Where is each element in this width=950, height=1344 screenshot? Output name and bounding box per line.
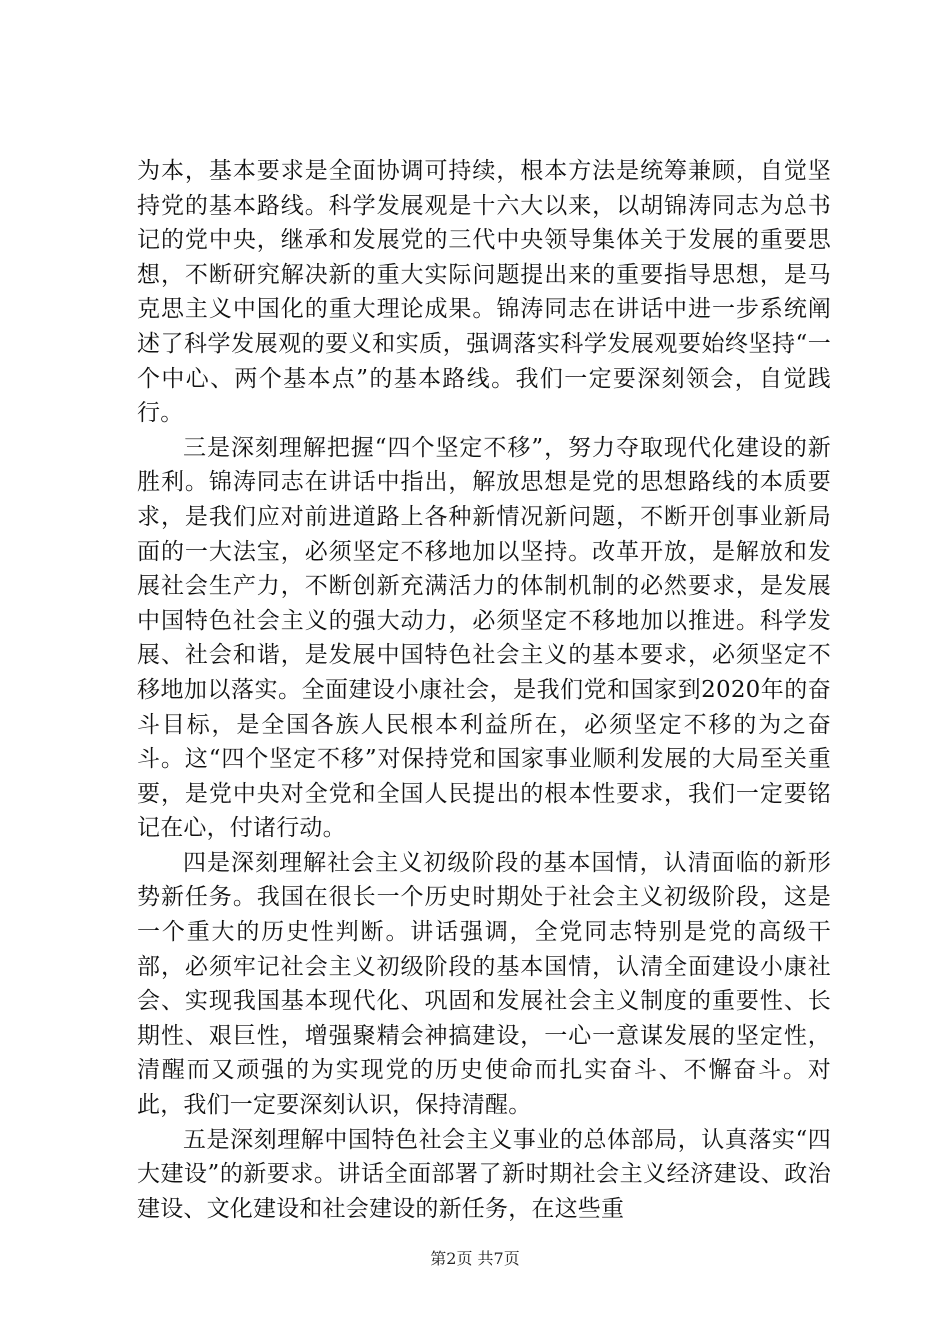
page-number-footer: 第2页 共7页 <box>430 1249 520 1268</box>
document-body <box>137 154 831 1226</box>
paragraph-three: 三是深刻理解把握“四个坚定不移”，努力夺取现代化建设的新胜利。锦涛同志在讲话中指出，解放思想是党的思想路线的本质要求，是我们应对前进道路上各种新情况新问题，不断开创事业新局面的一大法宝，必须坚定不移地加以坚持。改革开放，是解放和发展社会生产力，不断创新充满活力的体制机制的必然要求，是发展中国特色社会主义的强大动力，必须坚定不移地加以推进。科学发展、社会和谐，是发展中国特色社会主义的基本要求，必须坚定不移地加以落实。全面建设小康社会，是我们党和国家到2020年的奋斗目标，是全国各族人民根本利益所在，必须坚定不移的为之奋斗。这“四个坚定不移”对保持党和国家事业顺利发展的大局至关重要，是党中央对全党和全国人民提出的根本性要求，我们一定要铭记在心，付诸行动。 <box>137 434 831 842</box>
paragraph-continuation: 为本，基本要求是全面协调可持续，根本方法是统筹兼顾，自觉坚持党的基本路线。科学发展观是十六大以来，以胡锦涛同志为总书记的党中央，继承和发展党的三代中央领导集体关于发展的重要思想，不断研究解决新的重大实际问题提出来的重要指导思想，是马克思主义中国化的重大理论成果。锦涛同志在讲话中进一步系统阐述了科学发展观的要义和实质，强调落实科学发展观要始终坚持“一个中心、两个基本点”的基本路线。我们一定要深刻领会，自觉践行。 <box>137 158 831 427</box>
paragraph-four: 四是深刻理解社会主义初级阶段的基本国情，认清面临的新形势新任务。我国在很长一个历史时期处于社会主义初级阶段，这是一个重大的历史性判断。讲话强调，全党同志特别是党的高级干部，必须牢记社会主义初级阶段的基本国情，认清全面建设小康社会、实现我国基本现代化、巩固和发展社会主义制度的重要性、长期性、艰巨性，增强聚精会神搞建设，一心一意谋发展的坚定性，清醒而又顽强的为实现党的历史使命而扎实奋斗、不懈奋斗。对此，我们一定要深刻认识，保持清醒。 <box>137 849 831 1119</box>
paragraph-five: 五是深刻理解中国特色社会主义事业的总体部局，认真落实“四大建设”的新要求。讲话全面部署了新时期社会主义经济建设、政治建设、文化建设和社会建设的新任务，在这些重 <box>137 1126 831 1222</box>
